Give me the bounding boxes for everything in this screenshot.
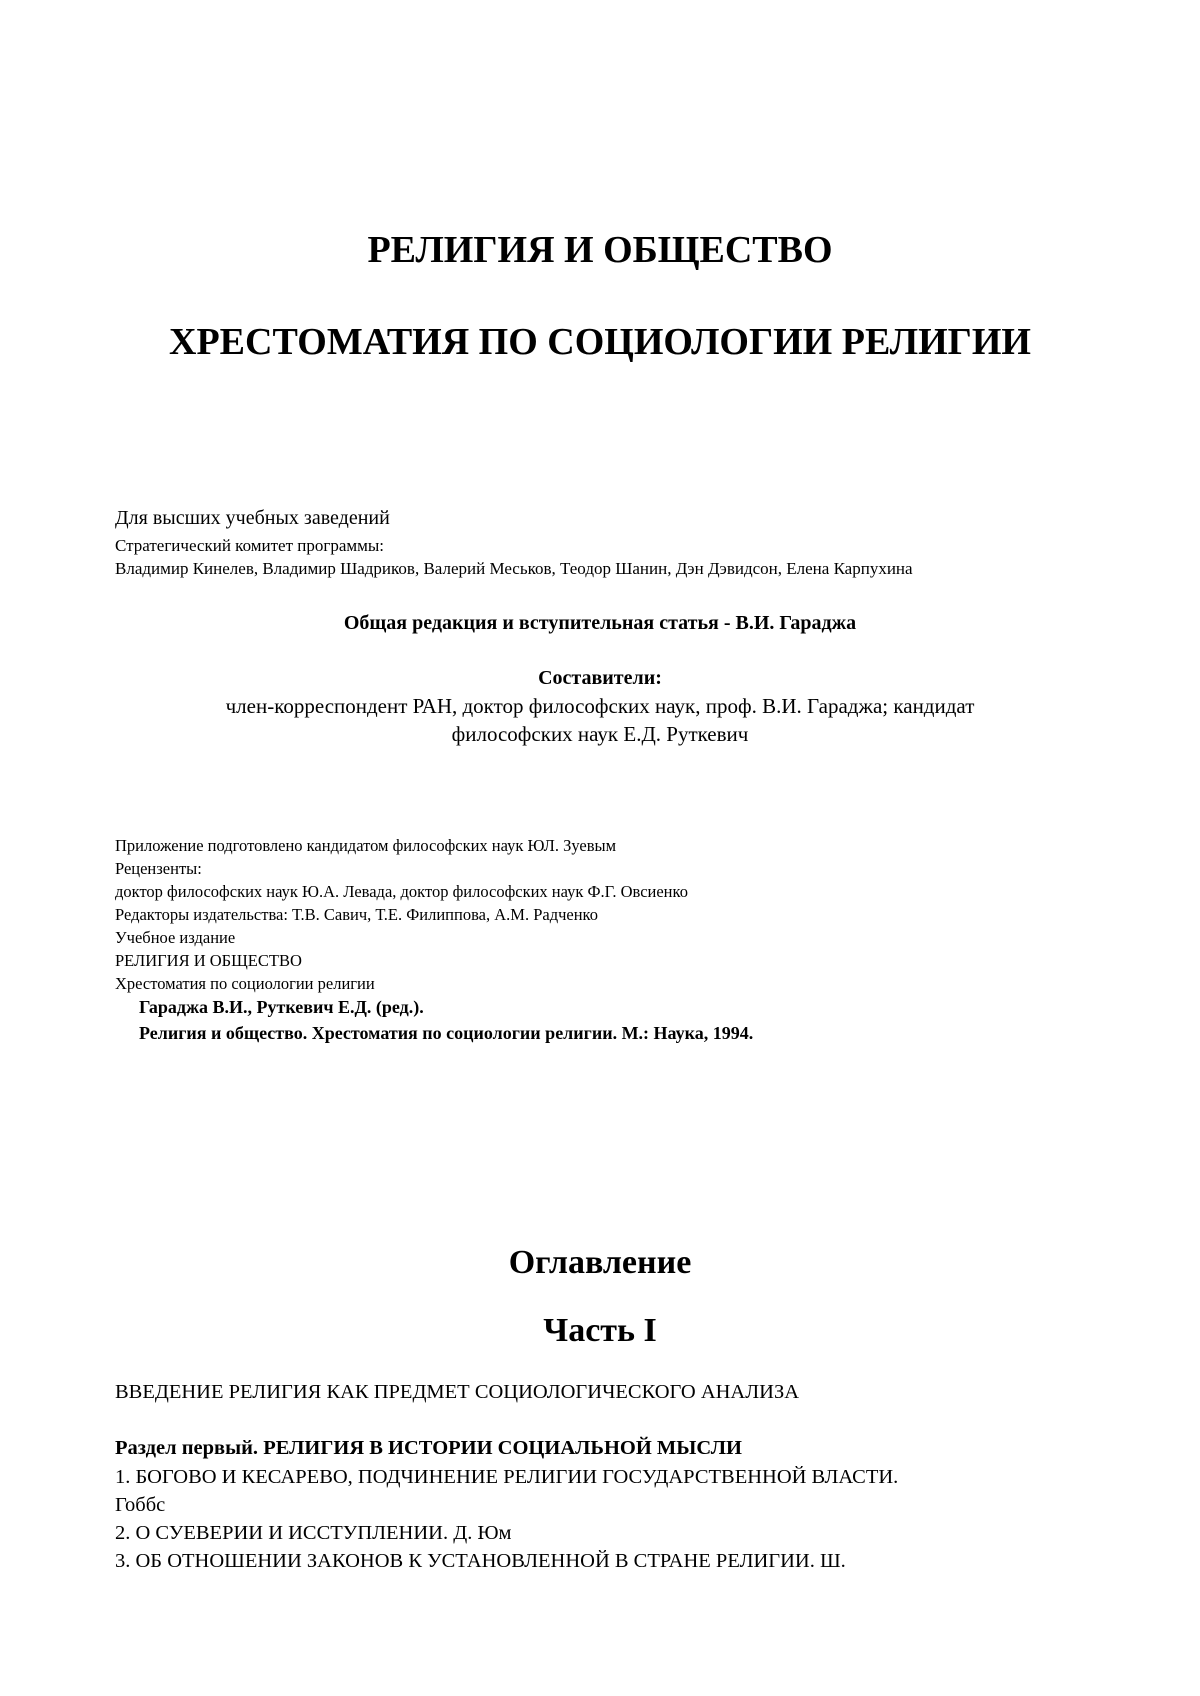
toc-item-1-line-1: 1. БОГОВО И КЕСАРЕВО, ПОДЧИНЕНИЕ РЕЛИГИИ ГОСУДАРСТВЕННОЙ ВЛАСТИ. xyxy=(115,1466,899,1488)
toc-section-title: РЕЛИГИЯ В ИСТОРИИ СОЦИАЛЬНОЙ МЫСЛИ xyxy=(263,1437,742,1459)
imprint-title-line: РЕЛИГИЯ И ОБЩЕСТВО xyxy=(115,951,302,970)
edition-type-line: Учебное издание xyxy=(115,928,236,947)
appendix-line: Приложение подготовлено кандидатом философских наук ЮЛ. Зуевым xyxy=(115,836,617,855)
toc-item-1-line-2: Гоббс xyxy=(115,1494,166,1516)
reviewers-line: доктор философских наук Ю.А. Левада, доктор философских наук Ф.Г. Овсиенко xyxy=(115,882,688,901)
title-line-1: РЕЛИГИЯ И ОБЩЕСТВО xyxy=(367,229,833,271)
compilers-label: Составители: xyxy=(538,667,662,689)
toc-item-3: 3. ОБ ОТНОШЕНИИ ЗАКОНОВ К УСТАНОВЛЕННОЙ В СТРАНЕ РЕЛИГИИ. Ш. xyxy=(115,1550,846,1572)
toc-part-heading: Часть I xyxy=(543,1312,657,1349)
publisher-editors-line: Редакторы издательства: Т.В. Савич, Т.Е. Филиппова, А.М. Радченко xyxy=(115,905,598,924)
authors-line: Гараджа В.И., Руткевич Е.Д. (ред.). xyxy=(139,997,424,1017)
audience-line: Для высших учебных заведений xyxy=(115,507,390,529)
reviewers-label: Рецензенты: xyxy=(115,859,202,878)
committee-members: Владимир Кинелев, Владимир Шадриков, Валерий Меськов, Теодор Шанин, Дэн Дэвидсон, Елена Карпухина xyxy=(115,559,913,578)
toc-intro-item: ВВЕДЕНИЕ РЕЛИГИЯ КАК ПРЕДМЕТ СОЦИОЛОГИЧЕСКОГО АНАЛИЗА xyxy=(115,1381,800,1403)
imprint-subtitle-line: Хрестоматия по социологии религии xyxy=(115,974,375,993)
compilers-line-2: философских наук Е.Д. Руткевич xyxy=(451,722,749,746)
toc-heading: Оглавление xyxy=(508,1244,692,1281)
toc-section-heading xyxy=(115,1437,742,1460)
citation-line: Религия и общество. Хрестоматия по социологии религии. М.: Наука, 1994. xyxy=(139,1023,754,1043)
toc-section-prefix: Раздел первый. xyxy=(115,1437,259,1459)
committee-label: Стратегический комитет программы: xyxy=(115,536,385,555)
general-editor-line: Общая редакция и вступительная статья - В.И. Гараджа xyxy=(343,612,857,634)
title-line-2: ХРЕСТОМАТИЯ ПО СОЦИОЛОГИИ РЕЛИГИИ xyxy=(169,321,1031,363)
toc-item-2: 2. О СУЕВЕРИИ И ИССТУПЛЕНИИ. Д. Юм xyxy=(115,1522,512,1544)
compilers-line-1: член-корреспондент РАН, доктор философских наук, проф. В.И. Гараджа; кандидат xyxy=(225,694,975,718)
